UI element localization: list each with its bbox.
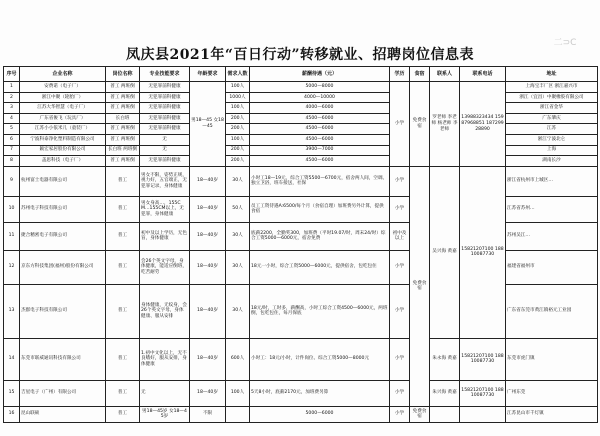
cell-job: 普工: [106, 250, 140, 284]
cell-age: 18—40岁: [190, 250, 226, 284]
cell-no: 10: [4, 196, 20, 222]
cell-company: 京东方科技集团(福州)股份有限公司: [20, 250, 106, 284]
cell-count: 30人: [226, 166, 250, 196]
cell-no: 14: [4, 338, 20, 380]
table-row: [4, 92, 598, 103]
cell-skill: 身体健康，无纹身，会26个英文字母，身体健康、服从安排: [140, 284, 190, 338]
cell-edu: 初中及以上: [390, 222, 410, 250]
cell-count: 100人: [226, 134, 250, 145]
cell-job: 普工: [106, 380, 140, 406]
cell-job: 普工: [106, 196, 140, 222]
cell-skill: 无犯罪前科健康: [140, 124, 190, 135]
cell-no: 16: [4, 406, 20, 422]
cell-job: 长白班: [106, 113, 140, 124]
cell-phone: 15821207100 18810087730: [460, 338, 506, 380]
cell-pay: 4500—6000: [250, 113, 390, 124]
cell-pay: 4500—6000: [250, 124, 390, 135]
header-cell: 岗位名称: [106, 67, 140, 82]
cell-company: 浙江中聚（轮胎厂）: [20, 92, 106, 103]
cell-phone: [460, 406, 506, 422]
header-cell: 薪酬待遇（元）: [250, 67, 390, 82]
cell-no: 11: [4, 222, 20, 250]
cell-company: 江苏大华智慧（电子厂）: [20, 103, 106, 114]
cell-pay: 18元/时，工时多，薪酬高，小时工综合工资4500—6000元，两班倒，包吃包住，每月保底: [250, 284, 390, 338]
header-cell: 地址: [506, 67, 598, 82]
cell-skill: 无: [140, 145, 190, 156]
table-row: [4, 250, 598, 284]
cell-company: 安费诺（电子厂）: [20, 82, 106, 93]
cell-no: 13: [4, 284, 20, 338]
cell-addr: 上海: [506, 145, 598, 156]
cell-company: 颖宏家居股份有限公司: [20, 145, 106, 156]
cell-job: 普工: [106, 166, 140, 196]
cell-lodging-group: 免费食宿: [410, 82, 430, 167]
table-row: [4, 103, 598, 114]
cell-count: 30人: [226, 222, 250, 250]
cell-phone-group-b: 15821207100 18810087730: [460, 166, 506, 338]
cell-age: 18—40岁: [190, 380, 226, 406]
cell-count: 1000人: [226, 92, 250, 103]
cell-job: 长白班 两班倒: [106, 145, 140, 156]
cell-pay: 4000—10000: [250, 92, 390, 103]
cell-no: 12: [4, 250, 20, 284]
cell-edu-group: 小学: [390, 82, 410, 167]
cell-pay: 员工工资待遇A:6500/每个月（食宿自理）加班费另外计算，提供食宿: [250, 196, 390, 222]
cell-addr: 湖南长沙: [506, 156, 598, 167]
cell-count: 200人: [226, 156, 250, 167]
cell-skill: 无犯罪前科健康: [140, 82, 190, 93]
cell-pay: 5000—8000: [250, 82, 390, 93]
cell-age: 18—40岁: [190, 222, 226, 250]
cell-count: 30人: [226, 250, 250, 284]
cell-no: 3: [4, 103, 20, 114]
cell-skill: 男女身高…，155CM…155CM以上，无犯罪，身体健康: [140, 196, 190, 222]
cell-company: 杰群电子科技有限公司: [20, 284, 106, 338]
cell-addr: 浙江省金华: [506, 103, 598, 114]
cell-count: 100人: [226, 82, 250, 93]
cell-no: 5: [4, 124, 20, 135]
table-row: [4, 338, 598, 380]
table-row: [4, 113, 598, 124]
cell-no: 1: [4, 82, 20, 93]
cell-count: 50人: [226, 196, 250, 222]
cell-no: 15: [4, 380, 20, 406]
cell-no: 8: [4, 156, 20, 167]
cell-job: 普工 两班倒: [106, 134, 140, 145]
table-row: [4, 406, 598, 422]
cell-skill: 无犯罪前科健康: [140, 92, 190, 103]
cell-skill: 无: [140, 134, 190, 145]
cell-company: 江苏小小依米儿（童装厂）: [20, 124, 106, 135]
cell-addr: 江苏: [506, 124, 598, 135]
cell-addr: 上海宝丰厂区 浙江嘉兴市: [506, 82, 598, 93]
cell-job: 普工: [106, 284, 140, 338]
cell-company: 苏州电子科技有限公司: [20, 196, 106, 222]
cell-edu: 小学: [390, 250, 410, 284]
cell-contact: 朱永海 黄嘉: [430, 338, 460, 380]
cell-skill: 无犯罪前科健康: [140, 156, 190, 167]
cell-pay: 底薪2200，全勤奖300，加班费（平时19.07/时，周末24/时）综合工资5000—6000元，宿舍免费: [250, 222, 390, 250]
header-cell: 需求人数: [226, 67, 250, 82]
header-cell: 序号: [4, 67, 20, 82]
cell-company: 杭州富士电器有限公司: [20, 166, 106, 196]
cell-pay: 5000—6000: [250, 406, 390, 422]
cell-addr: 东莞市虎门镇: [506, 338, 598, 380]
cell-pay: 小时工18—19元，综合工资5500—6700元，宿舍两人间，空调、独立卫浴，班车接送，社保: [250, 166, 390, 196]
cell-job: 普工 两班倒: [106, 124, 140, 135]
cell-count: 200人: [226, 145, 250, 156]
cell-edu: 小学: [390, 406, 410, 422]
cell-phone-group: 13988323434 15987968851 18729928890: [460, 82, 506, 167]
cell-age: 18—40岁: [190, 284, 226, 338]
header-cell: 食宿: [410, 67, 430, 82]
cell-company: 宁波科泰净化塑料制造有限公司: [20, 134, 106, 145]
cell-addr: 广东肇庆: [506, 113, 598, 124]
header-cell: 企业名称: [20, 67, 106, 82]
header-cell: 联系电话: [460, 67, 506, 82]
cell-addr: 福建省福州市: [506, 250, 598, 284]
cell-contact-group-b: 吴兴海 黄嘉: [430, 166, 460, 338]
table-row: [4, 82, 598, 93]
cell-age: 18—40岁: [190, 196, 226, 222]
table-row: [4, 222, 598, 250]
cell-count: 100人: [226, 103, 250, 114]
cell-addr: 苏州吴江…: [506, 222, 598, 250]
cell-addr: 浙江宁波北仑: [506, 134, 598, 145]
header-cell: 联系人: [430, 67, 460, 82]
jobs-table: [3, 66, 598, 423]
cell-addr: 浙江（宜昌）中聚橡胶有限公司: [506, 92, 598, 103]
header-cell: 年龄要求: [190, 67, 226, 82]
cell-job: 普工 两班倒: [106, 82, 140, 93]
cell-no: 7: [4, 145, 20, 156]
cell-job: 普工: [106, 222, 140, 250]
cell-count: 30人: [226, 284, 250, 338]
cell-no: 6: [4, 134, 20, 145]
cell-pay: 4000—6000: [250, 103, 390, 114]
cell-contact: 朱兴海 黄嘉: [430, 380, 460, 406]
cell-addr: 浙江省杭州市上城区…: [506, 166, 598, 196]
table-row: [4, 156, 598, 167]
cell-pay: 4500—6000: [250, 156, 390, 167]
cell-pay: 5天8小时，底薪2170元，加班费另算: [250, 380, 390, 406]
cell-company: 昆山联硕: [20, 406, 106, 422]
cell-no: 4: [4, 113, 20, 124]
cell-company: 盖思科技（电子厂）: [20, 156, 106, 167]
cell-job: 普工: [106, 338, 140, 380]
cell-job: 普工: [106, 406, 140, 422]
table-row: [4, 380, 598, 406]
cell-no: 9: [4, 166, 20, 196]
cell-contact: [430, 406, 460, 422]
header-cell: 学历: [390, 67, 410, 82]
cell-lodging: 免费食宿: [410, 406, 430, 422]
cell-edu: 小学: [390, 380, 410, 406]
cell-addr: 广东省东莞市黄江镇裕元工业园: [506, 284, 598, 338]
cell-addr: 江苏昆山市千灯镇: [506, 406, 598, 422]
cell-company: 广东省俊飞（玩具厂）: [20, 113, 106, 124]
cell-skill: 无犯罪前科健康: [140, 103, 190, 114]
cell-age: 不限: [190, 406, 226, 422]
cell-company: 吉星电子（广州）有限公司: [20, 380, 106, 406]
table-row: [4, 166, 598, 196]
cell-count: 200人: [226, 124, 250, 135]
cell-count: 200人: [226, 113, 250, 124]
header-row: [4, 67, 598, 82]
cell-edu: 小学: [390, 196, 410, 222]
table-row: [4, 134, 598, 145]
cell-pay: 4500—6000: [250, 134, 390, 145]
cell-count: 600人: [226, 338, 250, 380]
cell-company: 捷合精密电子有限公司: [20, 222, 106, 250]
document-title: 凤庆县2021年“百日行动”转移就业、招聘岗位信息表: [125, 47, 475, 63]
cell-addr: 江苏省苏州…: [506, 196, 598, 222]
cell-count: [226, 406, 250, 422]
cell-phone: 15821207100 18810087730: [460, 380, 506, 406]
cell-age-group: 男18—45 女18—45: [190, 82, 226, 167]
cell-edu: 小学: [390, 166, 410, 196]
cell-pay: 3900—7000: [250, 145, 390, 156]
cell-edu: 小学: [390, 338, 410, 380]
table-row: [4, 124, 598, 135]
stamp-mark: 二⊃C: [553, 38, 577, 48]
cell-contact-group: 罗老师 李老师 杨老师 李老师: [430, 82, 460, 167]
cell-no: 2: [4, 92, 20, 103]
table-row: [4, 196, 598, 222]
cell-skill: 1.初中文化以上，无不良嗜好，服从安排，身体健康: [140, 338, 190, 380]
cell-skill: 无: [140, 380, 190, 406]
cell-addr: 广州东莞: [506, 380, 598, 406]
cell-age: 18—40岁: [190, 166, 226, 196]
cell-job: 普工 两班倒: [106, 92, 140, 103]
cell-skill: 男女不限，姿势正规，视力好，五官端正，无犯罪记录，身体健康: [140, 166, 190, 196]
cell-count: 100人: [226, 380, 250, 406]
cell-skill: 会26个英文字母，身体健康，能适应倒班，吃苦耐劳: [140, 250, 190, 284]
cell-pay: 小时工：18元/小时，计件岗位、综合工资5000—8000元: [250, 338, 390, 380]
cell-skill: 初中及以上学历，无色盲，身体健康: [140, 222, 190, 250]
cell-age: 18—40岁: [190, 338, 226, 380]
cell-skill: 无犯罪前科健康: [140, 113, 190, 124]
cell-company: 东莞市联威通讯科技有限公司: [20, 338, 106, 380]
cell-lodging-group-b: 免费食宿: [410, 166, 430, 406]
table-row: [4, 145, 598, 156]
cell-edu: 小学: [390, 284, 410, 338]
cell-pay: 18元一小时，综合工资5000—6000元，提供宿舍，包吃包住: [250, 250, 390, 284]
table-row: [4, 284, 598, 338]
cell-skill: 男18—45岁 女18—45岁: [140, 406, 190, 422]
cell-job: 普工 两班倒: [106, 156, 140, 167]
cell-job: 普工 两班倒: [106, 103, 140, 114]
header-cell: 专业技能要求: [140, 67, 190, 82]
